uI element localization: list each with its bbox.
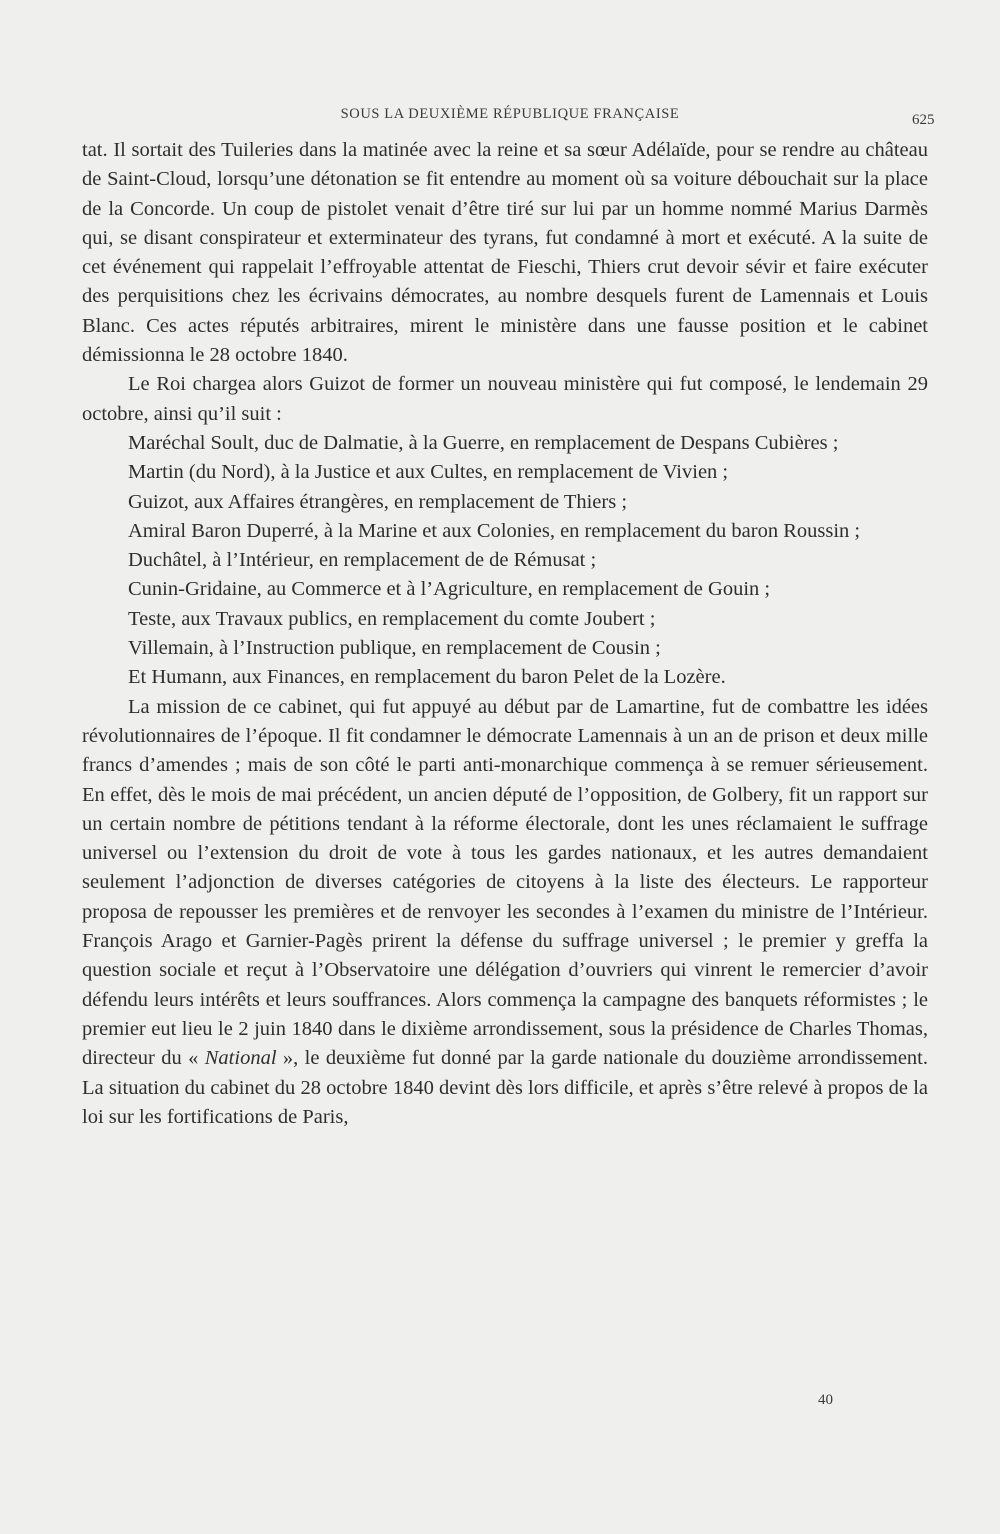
list-item-teste: Teste, aux Travaux publics, en remplacement du comte Joubert ;	[128, 607, 656, 630]
paragraph-text-part: La mission de ce cabinet, qui fut appuyé au début par de Lamartine, fut de combattre les idées révolutionnaires de l’époque. Il fit condamner le démocrate Lamennais à un an de prison et deux mille francs d’amendes ; mais de son côté le parti anti-monarchique commença à se remuer sérieusement. En effet, dès le mois de mai précédent, un ancien député de l’opposition, de Golbery, fit un rapport sur un certain nombre de pétitions tendant à la réforme électorale, dont les unes réclamaient le suffrage universel ou l’extension du droit de vote à tous les gardes nationaux, et les autres demandaient seulement l’adjonction de diverses catégories de citoyens à la liste des électeurs. Le rapporteur proposa de repousser les premières et de renvoyer les secondes à l’examen du ministre de l’Intérieur. François Arago et Garnier-Pagès prirent la défense du suffrage universel ; le premier y greffa la question sociale et reçut à l’Observatoire une délégation d’ouvriers qui vinrent le remercier d’avoir défendu leurs intérêts et leurs souffrances. Alors commença la campagne des banquets réformistes ; le premier eut lieu le 2 juin 1840 dans le dixième arrondissement, sous la présidence de Charles Thomas, directeur du «	[82, 695, 928, 1070]
page-number: 625	[912, 112, 935, 128]
list-item-soult: Maréchal Soult, duc de Dalmatie, à la Guerre, en remplacement de Despans Cubières ;	[128, 431, 839, 454]
body-text	[82, 136, 928, 1132]
newspaper-title: National	[204, 1047, 277, 1070]
paragraph-continuation: tat. Il sortait des Tuileries dans la matinée avec la reine et sa sœur Adélaïde, pour se rendre au château de Saint-Cloud, lorsqu’une détonation se fit entendre au moment où sa voiture débouchait sur la place de la Concorde. Un coup de pistolet venait d’être tiré sur lui par un homme nommé Marius Darmès qui, se disant conspirateur et exterminateur des tyrans, fut condamné à mort et exécuté. A la suite de cet événement qui rappelait l’effroyable attentat de Fieschi, Thiers crut devoir sévir et faire exécuter des perquisitions chez les écrivains démocrates, au nombre desquels furent de Lamennais et Louis Blanc. Ces actes réputés arbitraires, mirent le ministère dans une fausse position et le cabinet démissionna le 28 octobre 1840.	[82, 139, 928, 367]
running-title: SOUS LA DEUXIÈME RÉPUBLIQUE FRANÇAISE	[340, 106, 680, 122]
list-item-villemain: Villemain, à l’Instruction publique, en remplacement de Cousin ;	[128, 637, 661, 660]
paragraph-cabinet-mission	[82, 693, 928, 1132]
list-item-martin: Martin (du Nord), à la Justice et aux Cultes, en remplacement de Vivien ;	[128, 461, 729, 484]
paragraph-text-part: », le deuxième fut donné par la garde nationale du douzième arrondissement. La situation du cabinet du 28 octobre 1840 devint dès lors difficile, et après s’être relevé à propos de la loi sur les fortifications de Paris,	[82, 1047, 929, 1128]
signature-mark: 40	[818, 1392, 833, 1408]
paragraph-guizot-cabinet: Le Roi chargea alors Guizot de former un nouveau ministère qui fut composé, le lendemain 29 octobre, ainsi qu’il suit :	[82, 373, 928, 425]
list-item-duperre: Amiral Baron Duperré, à la Marine et aux Colonies, en remplacement du baron Roussin ;	[128, 519, 861, 542]
list-item-humann: Et Humann, aux Finances, en remplacement du baron Pelet de la Lozère.	[128, 666, 726, 689]
list-item-guizot: Guizot, aux Affaires étrangères, en remplacement de Thiers ;	[128, 490, 628, 513]
list-item-cunin-gridaine: Cunin-Gridaine, au Commerce et à l’Agriculture, en remplacement de Gouin ;	[128, 578, 771, 601]
list-item-duchatel: Duchâtel, à l’Intérieur, en remplacement de de Rémusat ;	[128, 549, 597, 572]
